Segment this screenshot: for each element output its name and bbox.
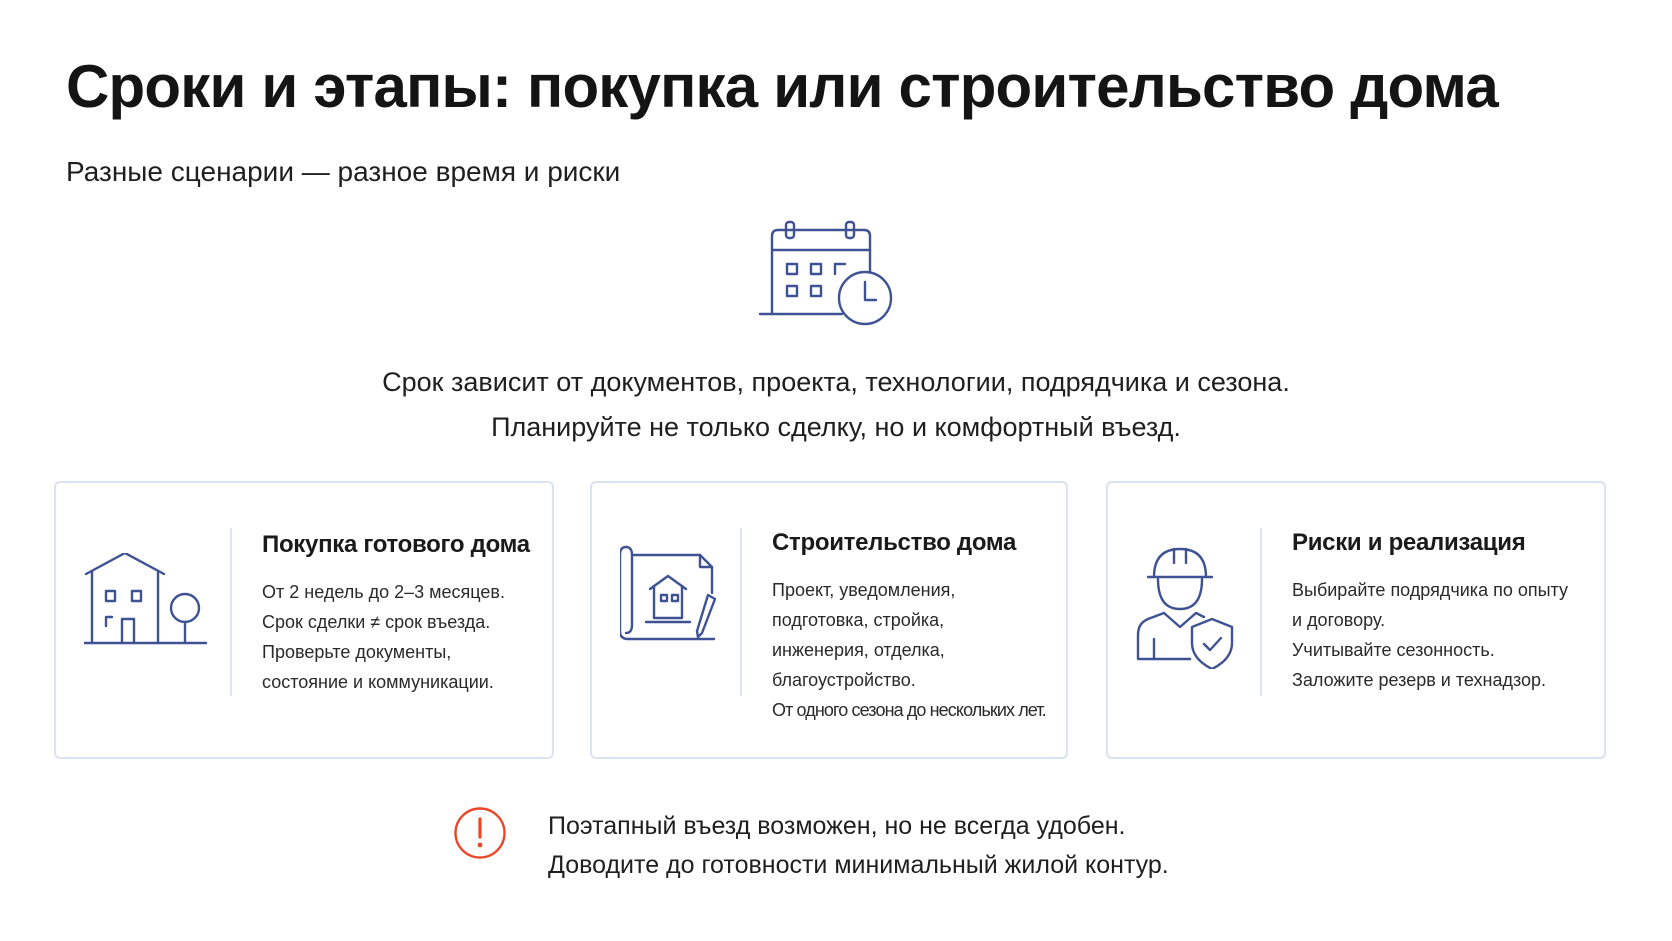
card-line: От 2 недель до 2–3 месяцев.: [262, 582, 505, 602]
card-divider: [230, 528, 232, 696]
exclamation-circle-icon: [453, 806, 507, 860]
card-line: благоустройство.: [772, 670, 916, 690]
card-line: и договору.: [1292, 610, 1386, 630]
card-build-house: [590, 481, 1068, 759]
house-with-tree-icon: [84, 553, 214, 653]
card-line: инженерия, отделка,: [772, 640, 945, 660]
card-title: Риски и реализация: [1292, 529, 1526, 556]
worker-shield-icon: [1134, 539, 1244, 669]
note-line-2: Доводите до готовности минимальный жилой контур.: [548, 851, 1169, 879]
card-divider: [1260, 528, 1262, 696]
intro-line-1: Срок зависит от документов, проекта, технологии, подрядчика и сезона.: [382, 367, 1290, 397]
card-line: Срок сделки ≠ срок въезда.: [262, 612, 491, 632]
intro-text: [0, 360, 1672, 450]
blueprint-house-pencil-icon: [620, 543, 720, 643]
page-subtitle: Разные сценарии — разное время и риски: [66, 156, 621, 187]
card-line: Учитывайте сезонность.: [1292, 640, 1495, 660]
calendar-clock-icon: [756, 218, 896, 330]
intro-line-2: Планируйте не только сделку, но и комфортный въезд.: [491, 412, 1181, 442]
card-title: Покупка готового дома: [262, 531, 530, 558]
card-risks: [1106, 481, 1606, 759]
card-line: Проверьте документы,: [262, 642, 452, 662]
page-title: Сроки и этапы: покупка или строительство дома: [66, 53, 1498, 120]
card-line: Выбирайте подрядчика по опыту: [1292, 580, 1568, 600]
card-line: Заложите резерв и технадзор.: [1292, 670, 1547, 690]
card-line: состояние и коммуникации.: [262, 672, 494, 692]
card-text: [1292, 575, 1568, 695]
note-line-1: Поэтапный въезд возможен, но не всегда удобен.: [548, 812, 1126, 840]
card-text: [262, 577, 505, 697]
card-divider: [740, 528, 742, 696]
note-text: [548, 807, 1169, 885]
card-line: От одного сезона до нескольких лет.: [772, 700, 1046, 720]
card-text: [772, 575, 1046, 725]
card-line: Проект, уведомления,: [772, 580, 956, 600]
card-title: Строительство дома: [772, 529, 1017, 556]
card-buy-house: [54, 481, 554, 759]
card-line: подготовка, стройка,: [772, 610, 945, 630]
